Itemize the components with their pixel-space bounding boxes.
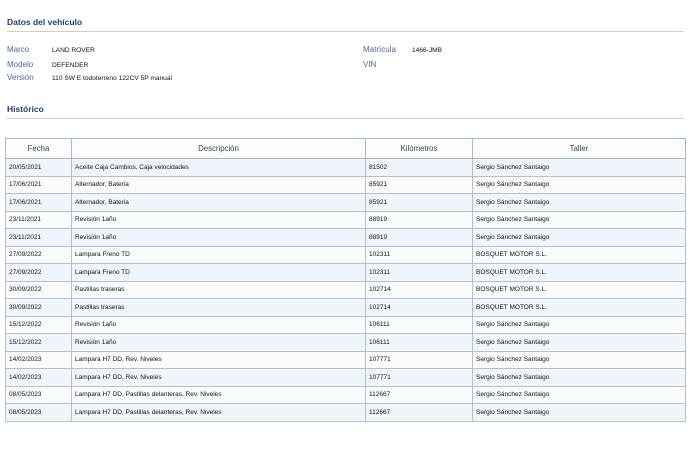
taller-cell: Sergio Sánchez Santaigo [473,369,686,387]
table-row[interactable] [6,176,686,194]
taller-cell: Sergio Sánchez Santaigo [473,351,686,369]
fecha-cell: 27/09/2022 [6,264,72,282]
kilometros-cell: 107771 [366,351,473,369]
taller-cell: Sergio Sánchez Santaigo [473,211,686,229]
table-row[interactable] [6,281,686,299]
table-row[interactable] [6,404,686,422]
descripcion-cell: Alternador, Bateria [72,176,366,194]
table-row[interactable] [6,334,686,352]
table-row[interactable] [6,264,686,282]
descripcion-cell: Revisión 1año [72,229,366,247]
marca-label: Marco [7,45,30,54]
table-row[interactable] [6,211,686,229]
descripcion-cell: Lampara H7 DD, Pastillas delanteras, Rev. Niveles [72,404,366,422]
descripcion-cell: Lampara H7 DD, Rev. Niveles [72,351,366,369]
table-row[interactable] [6,316,686,334]
taller-cell: Sergio Sánchez Santaigo [473,159,686,177]
taller-cell: Sergio Sánchez Santaigo [473,404,686,422]
descripcion-cell: Lampara Freno TD [72,246,366,264]
modelo-label: Modelo [7,60,34,69]
table-row[interactable] [6,159,686,177]
table-row[interactable] [6,194,686,212]
version-value: 110 SW E todoterreno 122CV 5P manual [52,75,172,82]
fecha-cell: 15/12/2022 [6,334,72,352]
vehicle-section-divider [7,31,684,32]
kilometros-cell: 102714 [366,281,473,299]
table-row[interactable] [6,386,686,404]
table-row[interactable] [6,229,686,247]
descripcion-cell: Revisión 1año [72,316,366,334]
table-header-row [6,139,686,159]
fecha-cell: 08/05/2023 [6,386,72,404]
taller-cell: BOSQUET MOTOR S.L. [473,264,686,282]
fecha-cell: 30/09/2022 [6,281,72,299]
fecha-cell: 08/05/2023 [6,404,72,422]
taller-cell: Sergio Sánchez Santaigo [473,229,686,247]
taller-cell: Sergio Sánchez Santaigo [473,316,686,334]
fecha-cell: 20/05/2021 [6,159,72,177]
fecha-cell: 27/09/2022 [6,246,72,264]
taller-cell: BOSQUET MOTOR S.L. [473,281,686,299]
column-header-taller[interactable]: Taller [473,139,686,159]
descripcion-cell: Pastillas traseras [72,299,366,317]
fecha-cell: 23/11/2021 [6,229,72,247]
kilometros-cell: 88919 [366,229,473,247]
kilometros-cell: 88919 [366,211,473,229]
kilometros-cell: 106111 [366,334,473,352]
column-header-kilometros[interactable]: Kilómetros [366,139,473,159]
kilometros-cell: 102714 [366,299,473,317]
fecha-cell: 14/02/2023 [6,351,72,369]
table-row[interactable] [6,299,686,317]
fecha-cell: 14/02/2023 [6,369,72,387]
history-table [5,138,686,422]
descripcion-cell: Lampara Freno TD [72,264,366,282]
kilometros-cell: 106111 [366,316,473,334]
table-row[interactable] [6,369,686,387]
table-row[interactable] [6,246,686,264]
descripcion-cell: Alternador, Bateria [72,194,366,212]
descripcion-cell: Revisión 1año [72,211,366,229]
matricula-value: 1466-JMB [412,47,443,54]
kilometros-cell: 85921 [366,176,473,194]
table-row[interactable] [6,351,686,369]
descripcion-cell: Lampara H7 DD, Pastillas delanteras, Rev. Niveles [72,386,366,404]
taller-cell: Sergio Sánchez Santaigo [473,194,686,212]
kilometros-cell: 112667 [366,386,473,404]
vin-label: VIN [363,60,377,69]
taller-cell: Sergio Sánchez Santaigo [473,176,686,194]
fecha-cell: 15/12/2022 [6,316,72,334]
fecha-cell: 30/09/2022 [6,299,72,317]
taller-cell: BOSQUET MOTOR S.L. [473,246,686,264]
kilometros-cell: 112667 [366,404,473,422]
version-label: Versión [7,73,34,82]
kilometros-cell: 85921 [366,194,473,212]
taller-cell: BOSQUET MOTOR S.L. [473,299,686,317]
descripcion-cell: Revisión 1año [72,334,366,352]
fecha-cell: 17/06/2021 [6,194,72,212]
kilometros-cell: 102311 [366,246,473,264]
modelo-value: DEFENDER [52,62,89,69]
kilometros-cell: 102311 [366,264,473,282]
fecha-cell: 17/06/2021 [6,176,72,194]
marca-value: LAND ROVER [52,47,95,54]
column-header-fecha[interactable]: Fecha [6,139,72,159]
column-header-descripcion[interactable]: Descripción [72,139,366,159]
kilometros-cell: 107771 [366,369,473,387]
descripcion-cell: Pastillas traseras [72,281,366,299]
descripcion-cell: Aceite Caja Cambios, Caja velocidades [72,159,366,177]
vehicle-section-title: Datos del vehículo [7,17,83,27]
descripcion-cell: Lampara H7 DD, Rev. Niveles [72,369,366,387]
history-section-divider [7,118,684,119]
taller-cell: Sergio Sánchez Santaigo [473,386,686,404]
history-section-title: Histórico [7,104,44,114]
taller-cell: Sergio Sánchez Santaigo [473,334,686,352]
matricula-label: Matrícula [363,45,396,54]
kilometros-cell: 81502 [366,159,473,177]
history-table-body [6,159,686,422]
fecha-cell: 23/11/2021 [6,211,72,229]
